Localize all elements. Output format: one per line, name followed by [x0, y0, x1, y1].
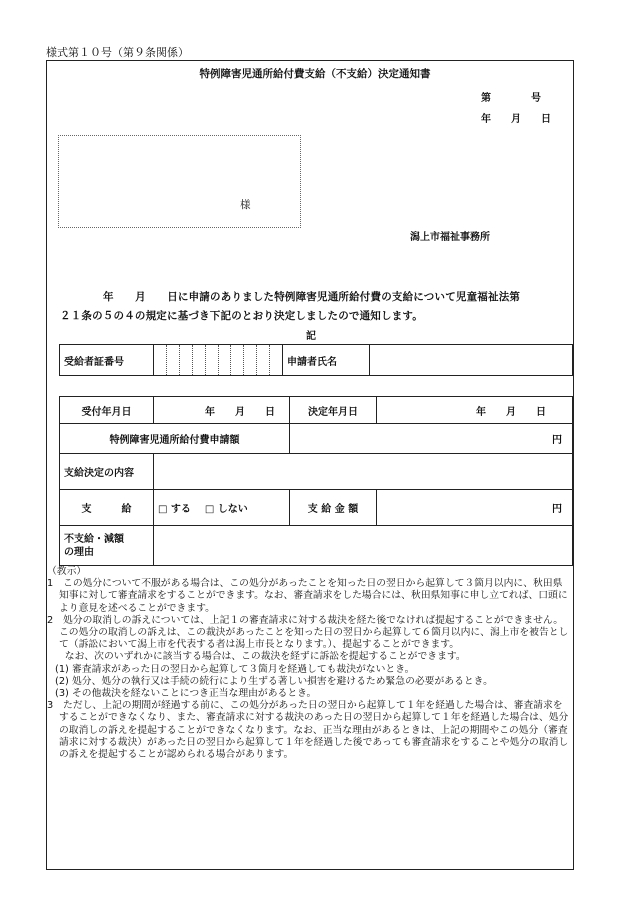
addressee-box [58, 135, 301, 228]
decision-content-label: 支給決定の内容 [60, 454, 154, 490]
instruction-2-note: なお、次のいずれかに該当する場合は、この裁決を経ずに訴訟を提起することができます。 [55, 651, 466, 663]
payment-label: 支 給 [60, 490, 154, 526]
decision-date-value: 年 月 日 [377, 397, 573, 424]
reason-label [60, 526, 154, 566]
instruction-3: 3 ただし、上記の期間が経過する前に、この処分があった日の翌日から起算して１年を経過した場合は、審査請求をすることができなくなり、また、審査請求に対する裁決のあった日の翌日から起算して１年を経過した場合は、処分の取消しの訴えを提起することができなくなります。なお、正当な理由があるときは、上記の期間やこの処分（審査請求に対する裁決）があった日の翌日から起算して１年を経過した後であっても審査請求をすることや処分の取消しの訴えを提起することが認められる場合があります。 [47, 700, 569, 761]
received-date-label: 受付年月日 [60, 397, 154, 424]
issue-date-label: 年 月 日 [481, 114, 551, 125]
payment-yes-checkbox[interactable]: □ する [158, 504, 191, 515]
applicant-name-value [370, 345, 573, 376]
instruction-2-item-3: (3) その他裁決を経ないことにつき正当な理由があるとき。 [55, 688, 317, 700]
instructions-heading: （教示） [47, 566, 87, 577]
document-number-label: 第 号 [481, 93, 541, 104]
claim-amount-label: 特例障害児通所給付費申請額 [60, 424, 290, 454]
form-number: 様式第１０号（第９条関係） [46, 46, 189, 59]
payment-amount-yen: 円 [377, 490, 573, 526]
applicant-name-label: 申請者氏名 [283, 345, 370, 376]
ki-heading: 記 [306, 331, 316, 342]
payment-no-checkbox[interactable]: □ しない [204, 504, 248, 515]
instruction-2-item-2: (2) 処分、処分の執行又は手続の続行により生ずる著しい損害を避けるため緊急の必要があるとき。 [55, 675, 493, 687]
payment-amount-label: 支 給 金 額 [290, 490, 377, 526]
payment-options [154, 490, 290, 526]
reason-value [154, 526, 573, 566]
body-line-1: 年 月 日に申請のありました特例障害児通所給付費の支給について児童福祉法第 [103, 291, 521, 303]
reason-label-line-1: 不支給・減額 [64, 533, 124, 545]
claim-amount-yen: 円 [290, 424, 573, 454]
recipient-table [59, 344, 573, 376]
instructions [47, 566, 569, 761]
decision-content-value [154, 454, 573, 490]
received-date-value: 年 月 日 [154, 397, 290, 424]
document-title: 特例障害児通所給付費支給（不支給）決定通知書 [199, 68, 431, 80]
instruction-1: 1 この処分について不服がある場合は、この処分があったことを知った日の翌日から起算して３箇月以内に、秋田県知事に対して審査請求をすることができます。なお、審査請求をした場合には、秋田県知事に申し立てれば、口頭により意見を述べることができます。 [47, 578, 568, 614]
addressee-honorific: 様 [240, 199, 251, 211]
reason-label-line-2: の理由 [64, 546, 94, 558]
recipient-number-label: 受給者証番号 [60, 345, 154, 376]
body-line-2: ２１条の５の４の規定に基づき下記のとおり決定しましたので通知します。 [60, 310, 423, 322]
decision-date-label: 決定年月日 [290, 397, 377, 424]
issuer-name: 潟上市福祉事務所 [410, 232, 490, 243]
instruction-2-item-1: (1) 審査請求があった日の翌日から起算して３箇月を経過しても裁決がないとき。 [55, 663, 415, 675]
decision-table [59, 396, 573, 566]
instruction-2: 2 処分の取消しの訴えについては、上記１の審査請求に対する裁決を経た後でなければ提起することができません。この処分の取消しの訴えは、この裁決があったことを知った日の翌日から起算して６箇月以内に、潟上市を被告として（訴訟において潟上市を代表する者は潟上市長となります。）、提起することができます。 [47, 614, 569, 651]
recipient-number-cells [154, 345, 283, 376]
